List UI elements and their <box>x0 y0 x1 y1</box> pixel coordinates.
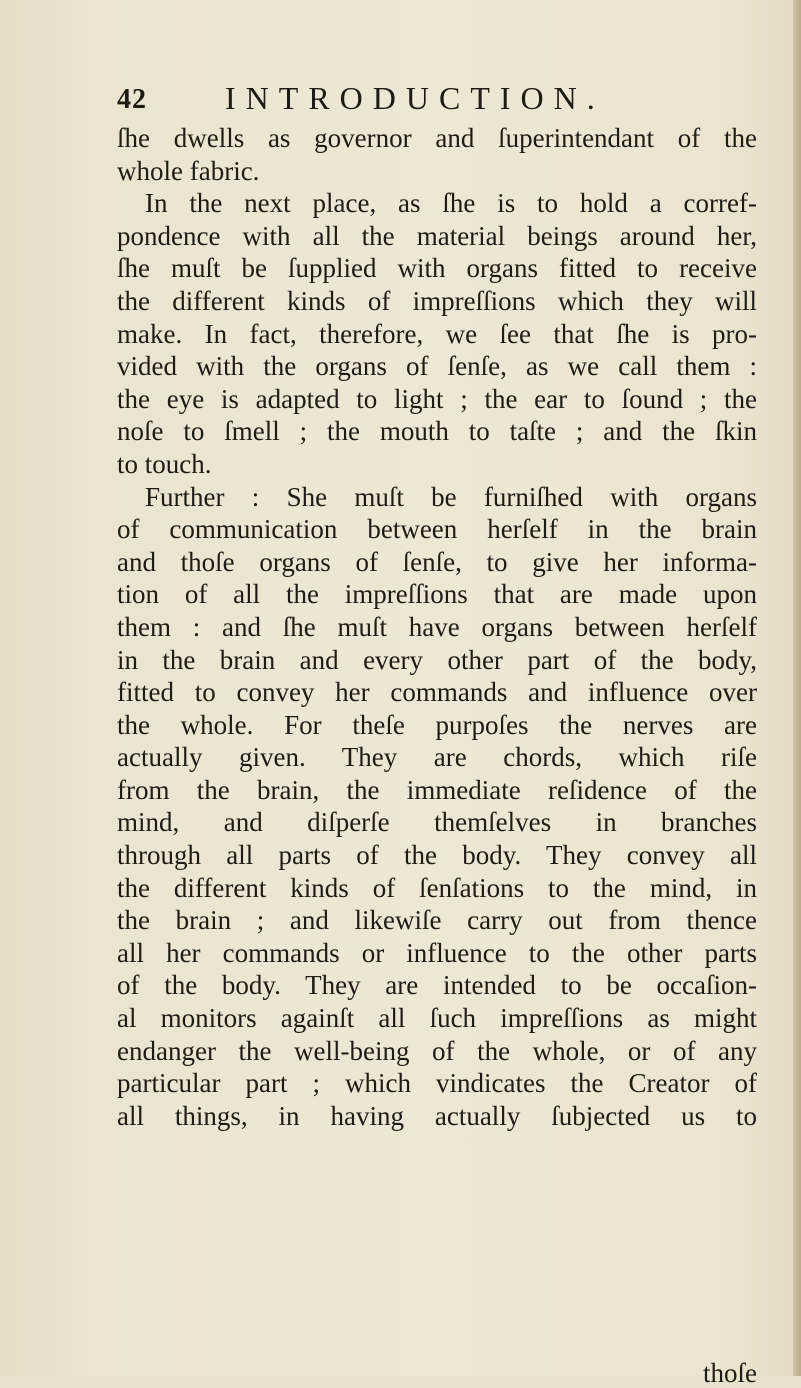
text-line: vided with the organs of ſenſe, as we call them : <box>117 351 757 382</box>
text-line: particular part ; which vindicates the Creator of <box>117 1068 757 1099</box>
text-line: actually given. They are chords, which riſe <box>117 742 757 773</box>
text-line: to touch. <box>117 448 212 479</box>
text-line: ſhe muſt be ſupplied with organs fitted to receive <box>117 253 757 284</box>
text-line: the different kinds of ſenſations to the mind, in <box>117 872 757 903</box>
text-line: in the brain and every other part of the body, <box>117 644 757 675</box>
text-line: and thoſe organs of ſenſe, to give her informa- <box>117 546 757 577</box>
text-line: Further : She muſt be furniſhed with organs <box>145 481 757 512</box>
text-line: In the next place, as ſhe is to hold a corref- <box>145 188 757 219</box>
page-header <box>117 76 757 120</box>
text-line: al monitors againſt all ſuch impreſſions as might <box>117 1003 757 1034</box>
text-line: pondence with all the material beings around her, <box>117 220 757 251</box>
text-line: tion of all the impreſſions that are made upon <box>117 579 757 610</box>
body-text <box>117 122 757 1132</box>
page-edge-shadow <box>793 0 801 1376</box>
text-line: endanger the well-being of the whole, or of any <box>117 1035 757 1066</box>
text-line: the different kinds of impreſſions which they will <box>117 285 757 316</box>
text-line: through all parts of the body. They convey all <box>117 840 757 871</box>
text-line: all things, in having actually ſubjected us to <box>117 1100 757 1131</box>
text-line: from the brain, the immediate reſidence of the <box>117 774 757 805</box>
catchword: thoſe <box>703 1358 757 1388</box>
text-line: of communication between herſelf in the brain <box>117 514 757 545</box>
text-line: fitted to convey her commands and influence over <box>117 677 757 708</box>
text-line: all her commands or influence to the other parts <box>117 937 757 968</box>
text-line: of the body. They are intended to be occaſion- <box>117 970 757 1001</box>
text-line: make. In fact, therefore, we ſee that ſhe is pro- <box>117 318 757 349</box>
text-line: mind, and diſperſe themſelves in branches <box>117 807 757 838</box>
running-head: INTRODUCTION. <box>225 80 605 116</box>
text-line: whole fabric. <box>117 155 260 186</box>
text-line: noſe to ſmell ; the mouth to taſte ; and the ſkin <box>117 416 757 447</box>
page-number: 42 <box>117 84 147 115</box>
text-line: the brain ; and likewiſe carry out from thence <box>117 905 757 936</box>
text-line: them : and ſhe muſt have organs between herſelf <box>117 611 757 642</box>
text-line: the eye is adapted to light ; the ear to ſound ; the <box>117 383 757 414</box>
text-line: ſhe dwells as governor and ſuperintendant of the <box>117 123 757 153</box>
text-line: the whole. For theſe purpoſes the nerves are <box>117 709 757 740</box>
